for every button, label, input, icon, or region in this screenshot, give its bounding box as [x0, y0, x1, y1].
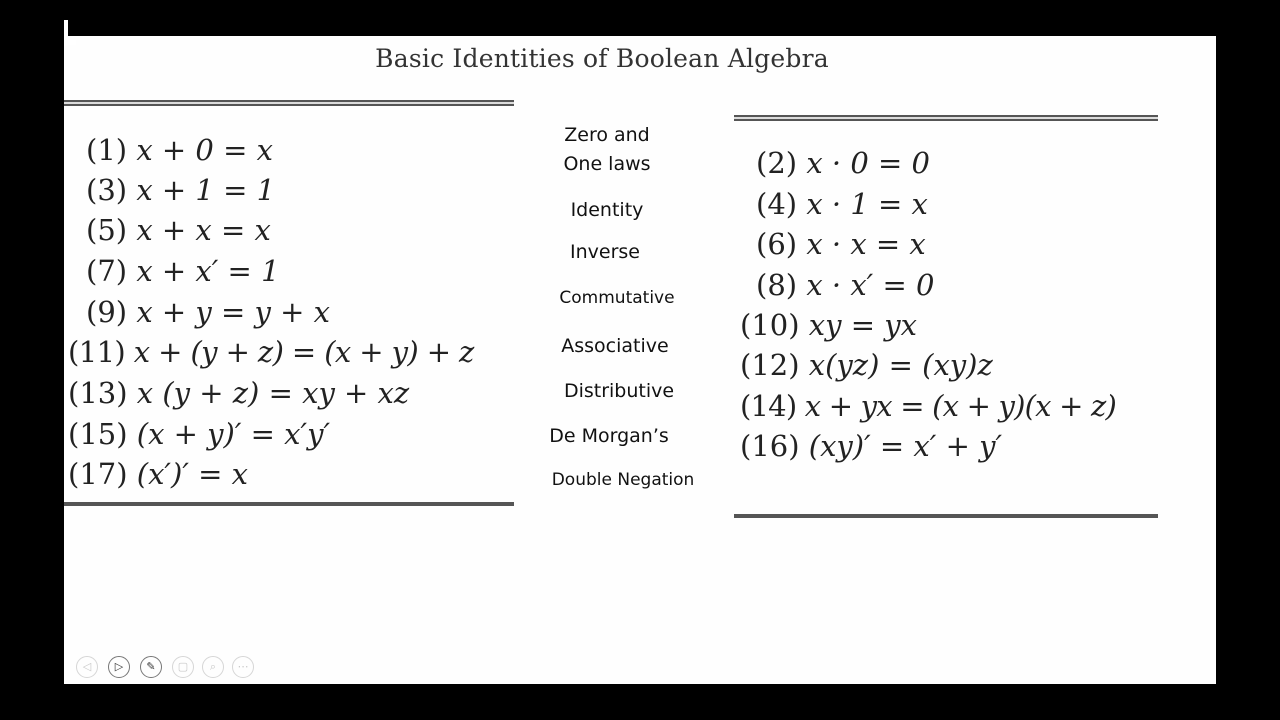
cursor-icon [64, 20, 78, 46]
equation-6: (6) x · x = x [756, 227, 926, 261]
law-distributive: Distributive [563, 380, 675, 402]
law-inverse: Inverse [570, 241, 640, 263]
equation-5: (5) x + x = x [86, 213, 271, 247]
equation-4: (4) x · 1 = x [756, 187, 928, 221]
slide [64, 36, 1216, 684]
equation-12: (12) x(yz) = (xy)z [740, 348, 993, 382]
equation-13: (13) x (y + z) = xy + xz [68, 376, 410, 410]
equation-11: (11) x + (y + z) = (x + y) + z [68, 335, 474, 369]
equation-15: (15) (x + y)′ = x′y′ [68, 417, 331, 451]
slides-icon[interactable]: ▢ [172, 656, 194, 678]
zoom-icon[interactable]: ⌕ [202, 656, 224, 678]
law-de-morgans: De Morgan’s [549, 425, 669, 447]
equation-1: (1) x + 0 = x [86, 133, 273, 167]
equation-9: (9) x + y = y + x [86, 295, 330, 329]
right-top-rule [734, 115, 1158, 121]
law-zero-and-one: Zero and One laws [563, 124, 651, 175]
equation-2: (2) x · 0 = 0 [756, 146, 930, 180]
law-identity: Identity [570, 199, 644, 221]
right-bottom-rule [734, 514, 1158, 518]
equation-17: (17) (x′)′ = x [68, 457, 248, 491]
law-commutative: Commutative [559, 288, 675, 308]
previous-icon[interactable]: ◁ [76, 656, 98, 678]
slide-title: Basic Identities of Boolean Algebra [375, 44, 829, 73]
pen-icon[interactable]: ✎ [140, 656, 162, 678]
left-bottom-rule [64, 502, 514, 506]
law-double-negation: Double Negation [551, 470, 695, 490]
equation-16: (16) (xy)′ = x′ + y′ [740, 429, 1003, 463]
more-icon[interactable]: ⋯ [232, 656, 254, 678]
equation-10: (10) xy = yx [740, 308, 917, 342]
next-icon[interactable]: ▷ [108, 656, 130, 678]
left-top-rule [64, 100, 514, 106]
equation-8: (8) x · x′ = 0 [756, 268, 935, 302]
equation-3: (3) x + 1 = 1 [86, 173, 276, 207]
equation-7: (7) x + x′ = 1 [86, 254, 280, 288]
equation-14: (14) x + yx = (x + y)(x + z) [740, 389, 1117, 423]
law-associative: Associative [561, 335, 669, 357]
